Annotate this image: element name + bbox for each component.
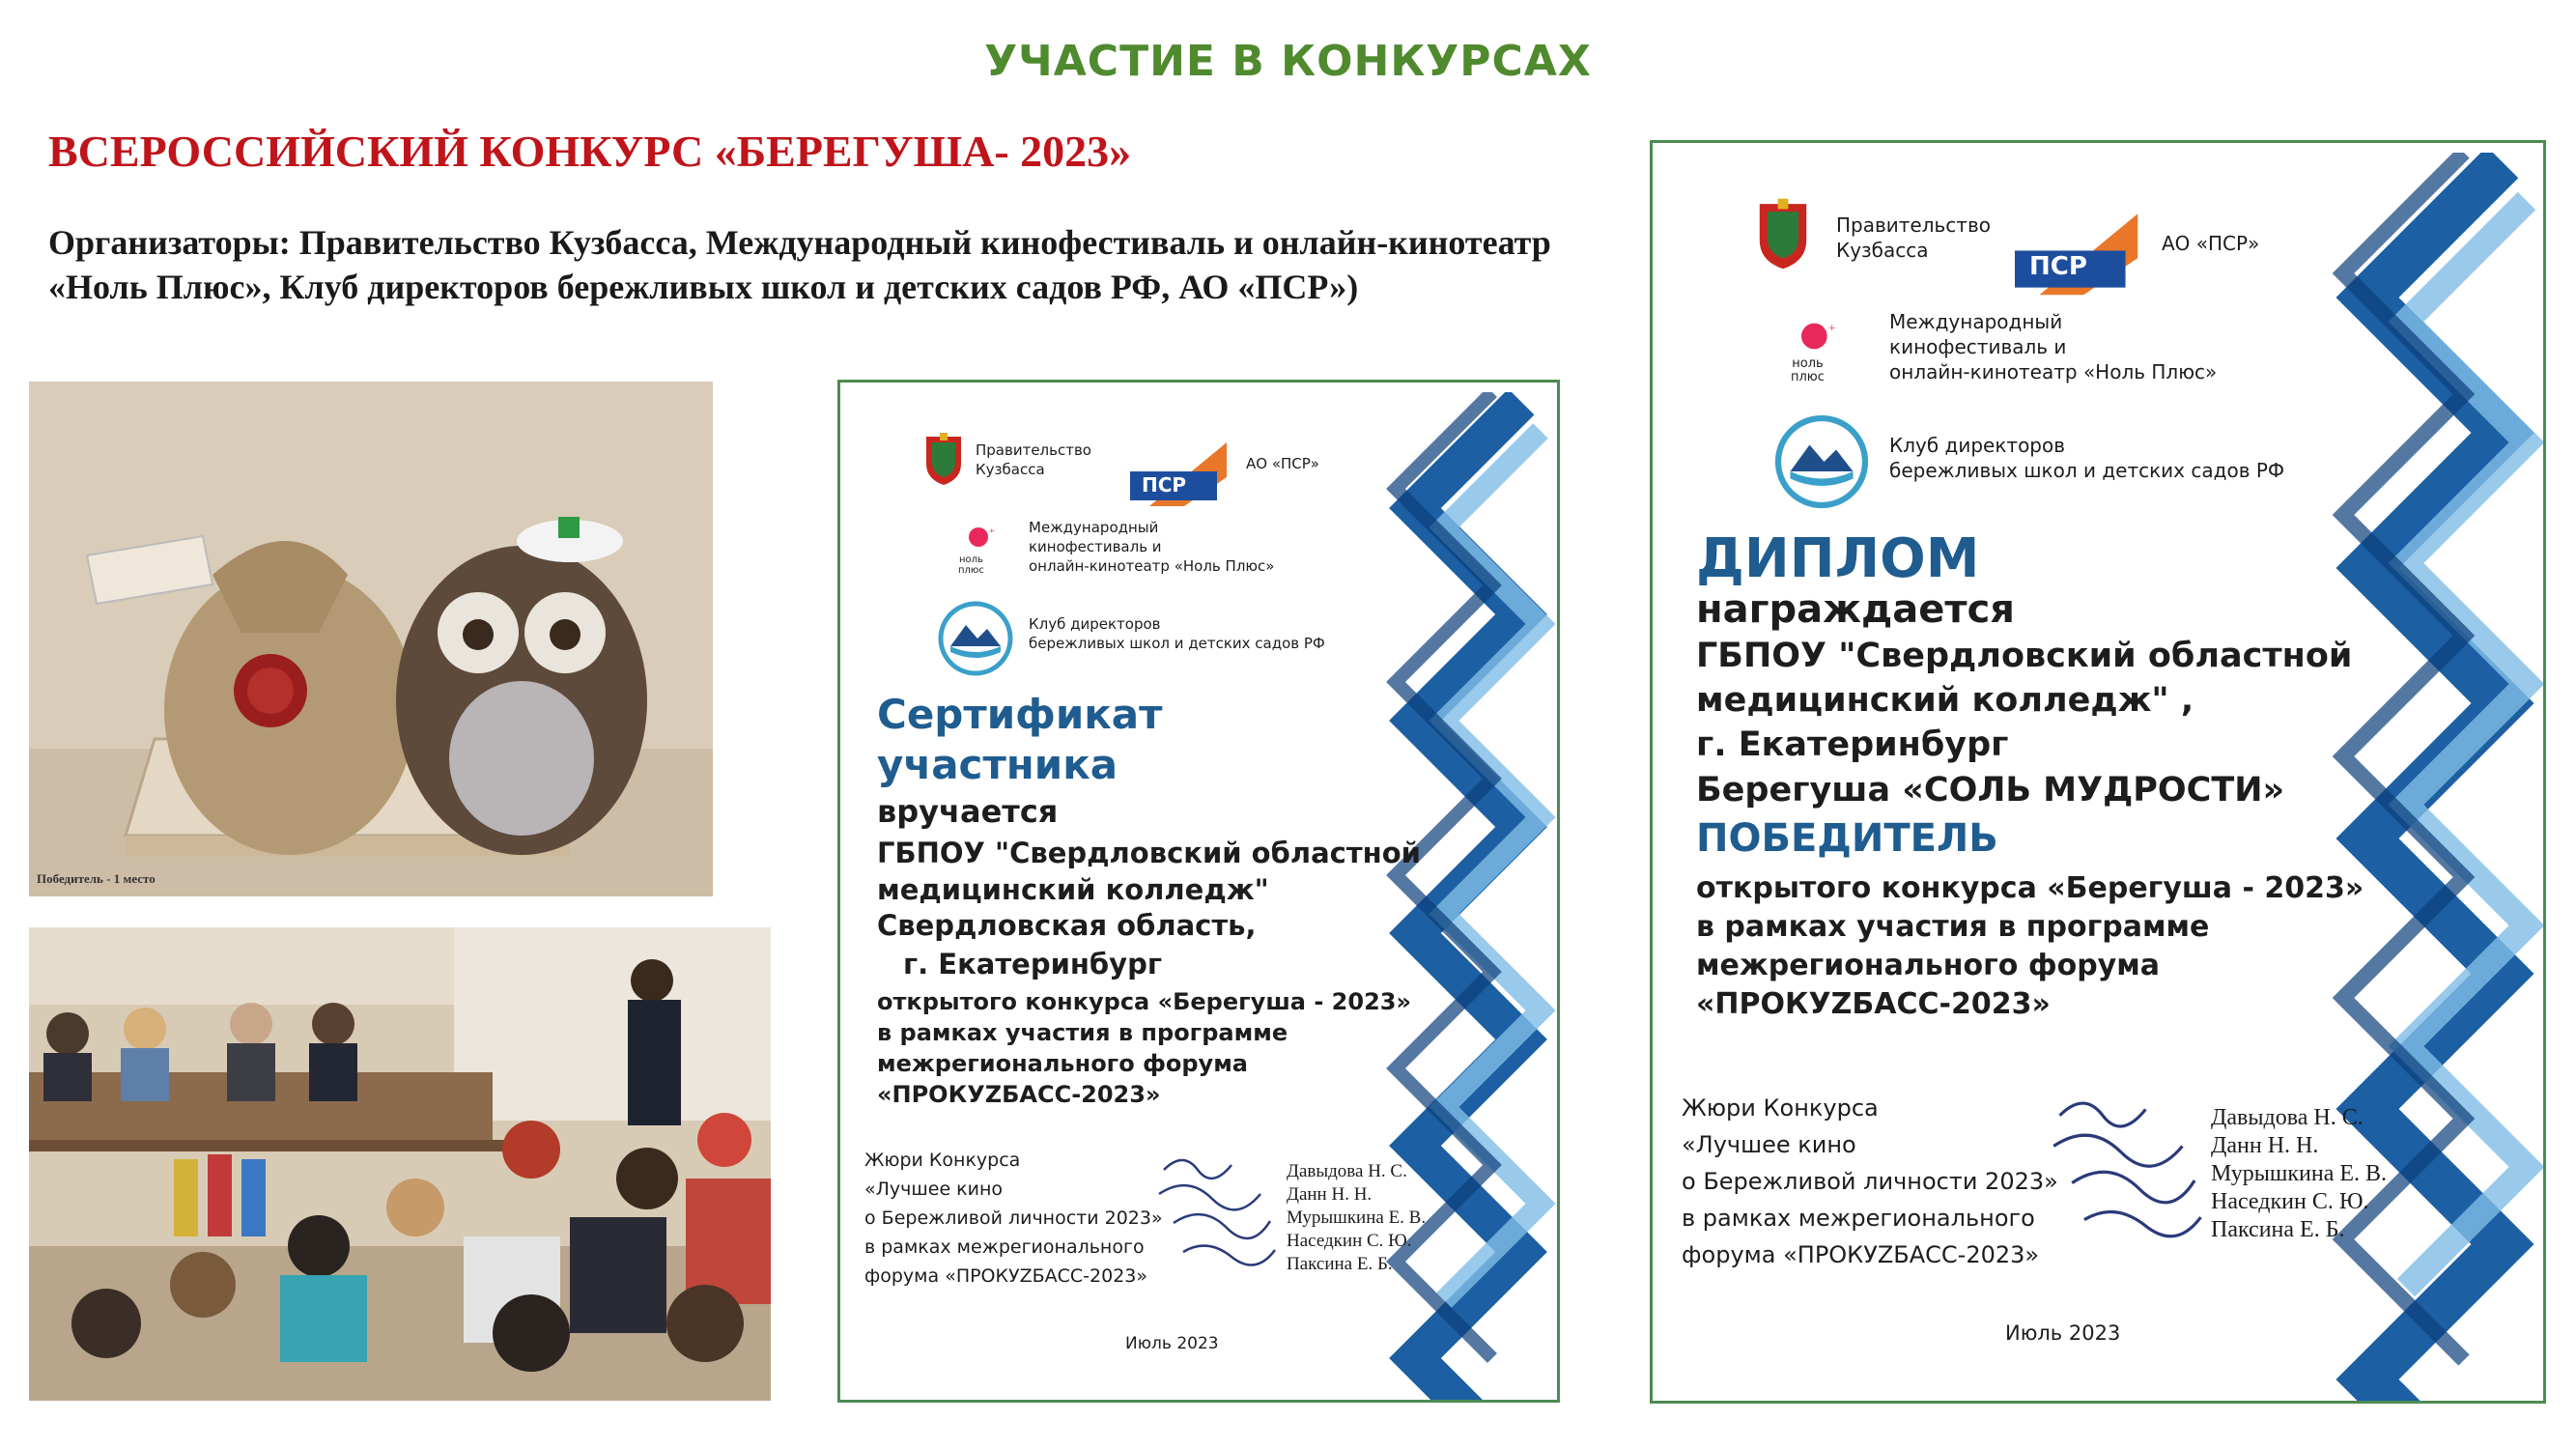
contest-title: ВСЕРОССИЙСКИЙ КОНКУРС «БЕРЕГУША- 2023» — [48, 127, 1132, 176]
toys-photo — [29, 382, 713, 896]
diploma-contest-info: открытого конкурса «Берегуша - 2023» в рамках участия в программе межрегионального форума «ПРОКУZБАСС-2023» — [1696, 871, 2364, 1021]
diploma-work-title: Берегуша «СОЛЬ МУДРОСТИ» — [1696, 771, 2285, 810]
festival-logo-text: Международный кинофестиваль и онлайн-кинотеатр «Ноль Плюс» — [1029, 519, 1275, 575]
page-title: УЧАСТИЕ В КОНКУРСАХ — [984, 37, 1592, 86]
gov-logo-text: Правительство Кузбасса — [1836, 213, 1991, 262]
diploma-date: Июль 2023 — [2005, 1321, 2121, 1345]
kuzbass-emblem-icon — [922, 431, 965, 487]
diploma-title: ДИПЛОМ — [1696, 527, 1980, 590]
psr-logo-mark: ПСР — [1142, 473, 1187, 497]
club-logo-icon — [937, 600, 1014, 677]
certificate-contest-info: открытого конкурса «Берегуша - 2023» в рамках участия в программе межрегионального форума «ПРОКУZБАСС-2023» — [877, 988, 1411, 1108]
nol-plus-logo-text: ноль плюс — [958, 554, 984, 576]
diploma-winner: ПОБЕДИТЕЛЬ — [1696, 816, 1998, 861]
nol-plus-logo-icon — [966, 523, 995, 552]
psr-logo-mark: ПСР — [2029, 252, 2087, 281]
club-logo-text: Клуб директоров бережливых школ и детских садов РФ — [1029, 615, 1325, 652]
diploma-jury-text: Жюри Конкурса «Лучшее кино о Бережливой личности 2023» в рамках межрегионального форума «ПРОКУZБАСС-2023» — [1682, 1094, 2058, 1268]
signatures-icon — [2034, 1085, 2208, 1244]
certificate-awarded: вручается — [877, 793, 1059, 830]
svg-text:+: + — [989, 526, 995, 537]
svg-text:+: + — [1828, 321, 1836, 335]
psr-logo-text: АО «ПСР» — [1246, 455, 1319, 472]
psr-logo-text: АО «ПСР» — [2162, 232, 2260, 255]
certificate-organization: ГБПОУ "Свердловский областной медицинский колледж" — [877, 837, 1421, 906]
certificate-title: Сертификат участника — [877, 691, 1163, 788]
diploma-awarded: награждается — [1696, 587, 2015, 632]
diploma-city: г. Екатеринбург — [1696, 725, 2009, 764]
meeting-photo — [29, 927, 771, 1401]
nol-plus-logo-text: ноль плюс — [1791, 356, 1825, 384]
certificate-jury-members: Давыдова Н. С. Данн Н. Н. Мурышкина Е. В. Наседкин С. Ю. Паксина Е. Б. — [1287, 1161, 1427, 1274]
signatures-icon — [1145, 1146, 1280, 1271]
nol-plus-logo-icon — [1798, 317, 1836, 355]
festival-logo-text: Международный кинофестиваль и онлайн-кинотеатр «Ноль Плюс» — [1889, 310, 2218, 384]
diploma-jury-members: Давыдова Н. С. Данн Н. Н. Мурышкина Е. В. Наседкин С. Ю. Паксина Е. Б. — [2211, 1105, 2388, 1242]
certificate-region: Свердловская область, — [877, 909, 1257, 942]
organizers-text: Организаторы: Правительство Кузбасса, Международный кинофестиваль и онлайн-кинотеатр «Ноль Плюс», Клуб директоров бережливых школ и детских садов РФ, АО «ПСР») — [48, 223, 1551, 306]
certificate-date: Июль 2023 — [1125, 1334, 1219, 1353]
club-logo-icon — [1773, 413, 1870, 510]
diploma — [1650, 140, 2546, 1404]
club-logo-text: Клуб директоров бережливых школ и детских садов РФ — [1889, 434, 2285, 482]
kuzbass-emblem-icon — [1754, 196, 1812, 271]
toys-illustration — [29, 382, 713, 896]
meeting-illustration — [29, 927, 771, 1401]
participant-certificate — [837, 380, 1560, 1403]
certificate-jury-text: Жюри Конкурса «Лучшее кино о Бережливой личности 2023» в рамках межрегионального форума «ПРОКУZБАСС-2023» — [864, 1150, 1163, 1287]
certificate-city: г. Екатеринбург — [903, 948, 1162, 980]
photo-caption: Победитель - 1 место — [37, 871, 156, 886]
diploma-organization: ГБПОУ "Свердловский областной медицинский колледж" , — [1696, 637, 2353, 720]
gov-logo-text: Правительство Кузбасса — [976, 441, 1091, 478]
